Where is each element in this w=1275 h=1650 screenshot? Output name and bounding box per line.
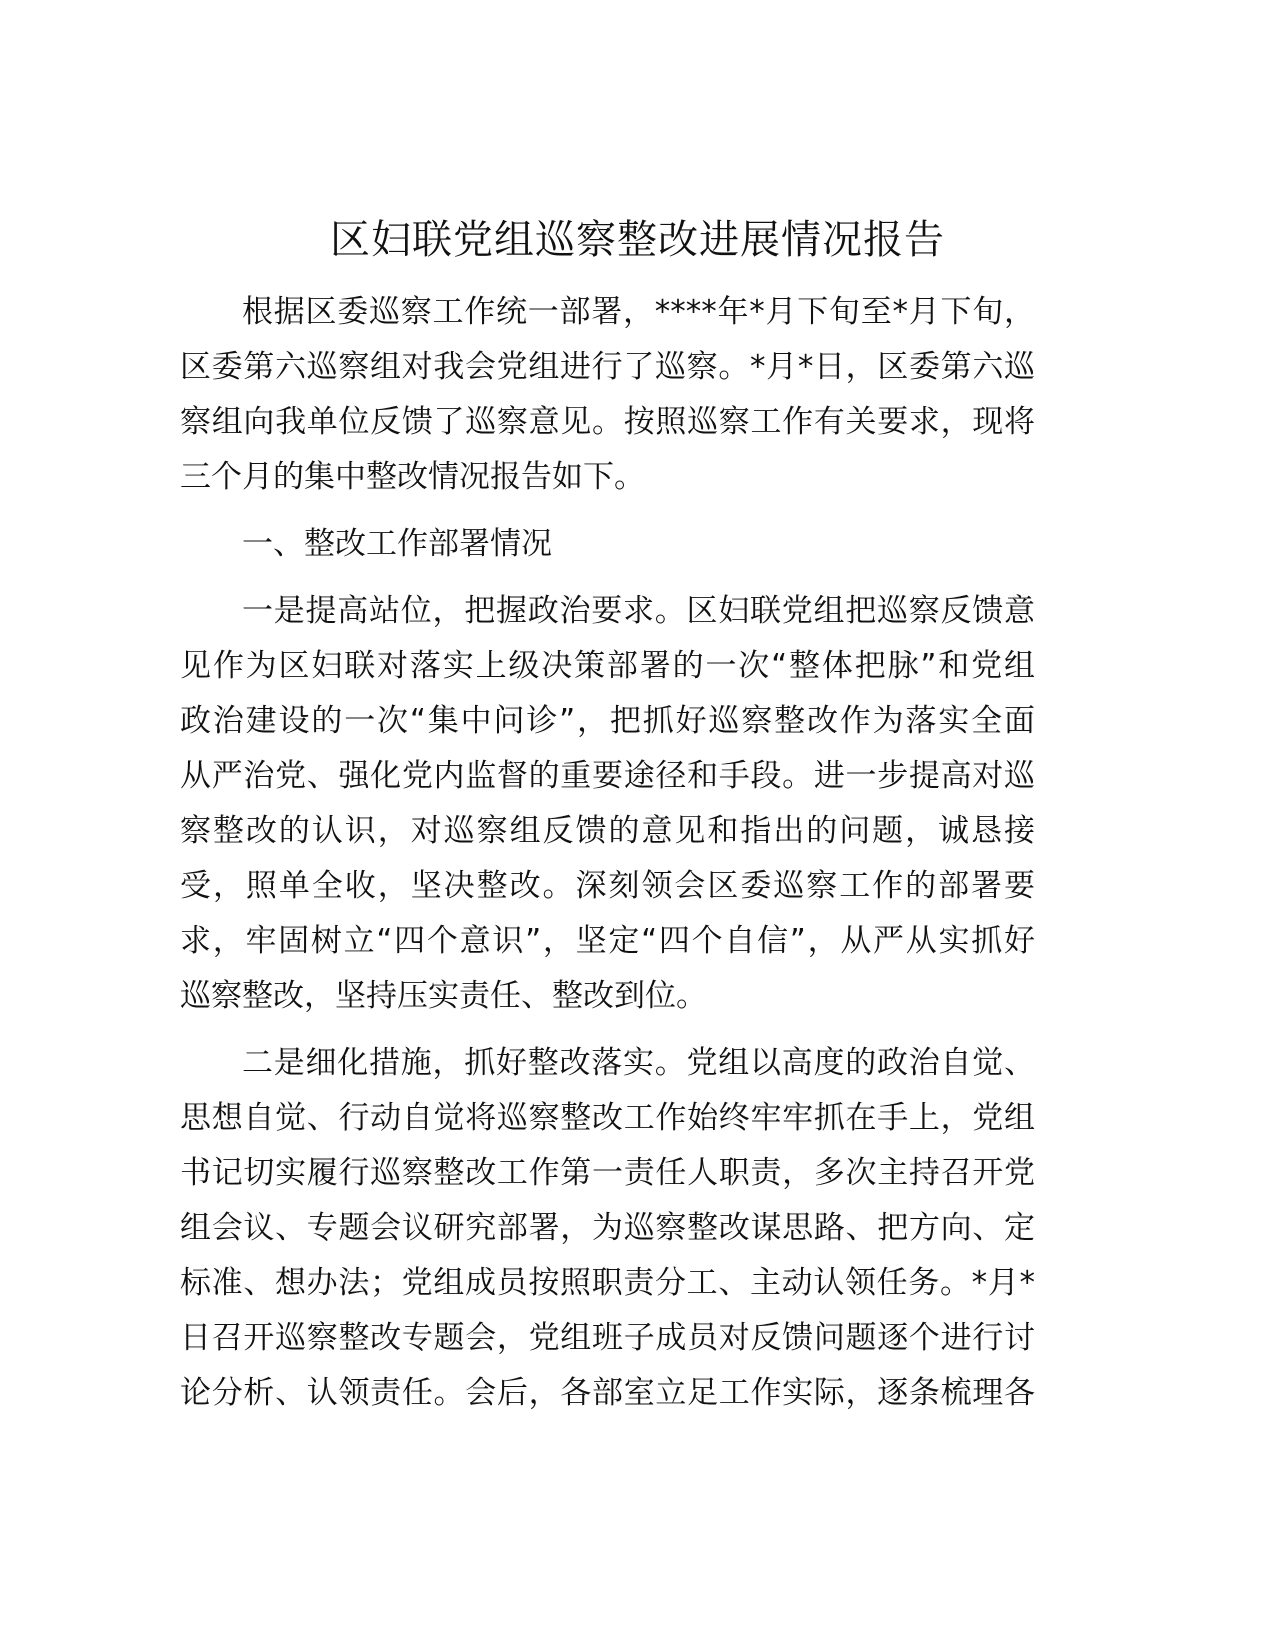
text-line: 论分析、认领责任。会后，各部室立足工作实际，逐条梳理各	[180, 1375, 1035, 1411]
text-line: 察整改的认识，对巡察组反馈的意见和指出的问题，诚恳接	[180, 813, 1035, 849]
paragraph-two	[180, 1036, 1035, 1421]
document-body	[180, 285, 1035, 1433]
text-line: 日召开巡察整改专题会，党组班子成员对反馈问题逐个进行讨	[180, 1320, 1035, 1356]
paragraph-one	[180, 584, 1035, 1024]
text-line: 一是提高站位，把握政治要求。区妇联党组把巡察反馈意	[242, 593, 1035, 629]
text-line: 求，牢固树立“四个意识”，坚定“四个自信”，从严从实抓好	[180, 923, 1035, 959]
text-line: 从严治党、强化党内监督的重要途径和手段。进一步提高对巡	[180, 758, 1035, 794]
text-line: 受，照单全收，坚决整改。深刻领会区委巡察工作的部署要	[180, 868, 1035, 904]
text-line: 标准、想办法；党组成员按照职责分工、主动认领任务。*月*	[180, 1265, 1035, 1301]
document-title: 区妇联党组巡察整改进展情况报告	[330, 217, 945, 263]
text-line: 三个月的集中整改情况报告如下。	[180, 459, 645, 495]
paragraph-intro	[180, 285, 1035, 505]
text-line: 政治建设的一次“集中问诊”，把抓好巡察整改作为落实全面	[180, 703, 1035, 739]
text-line: 见作为区妇联对落实上级决策部署的一次“整体把脉”和党组	[180, 648, 1035, 684]
text-line: 书记切实履行巡察整改工作第一责任人职责，多次主持召开党	[180, 1155, 1035, 1191]
text-line: 思想自觉、行动自觉将巡察整改工作始终牢牢抓在手上，党组	[180, 1100, 1035, 1136]
section-heading: 一、整改工作部署情况	[242, 526, 552, 562]
text-line: 组会议、专题会议研究部署，为巡察整改谋思路、把方向、定	[180, 1210, 1035, 1246]
text-line: 巡察整改，坚持压实责任、整改到位。	[180, 978, 707, 1014]
text-line: 二是细化措施，抓好整改落实。党组以高度的政治自觉、	[242, 1045, 1035, 1081]
text-line: 根据区委巡察工作统一部署，****年*月下旬至*月下旬，	[242, 294, 1035, 330]
text-line: 察组向我单位反馈了巡察意见。按照巡察工作有关要求，现将	[180, 404, 1035, 440]
text-line: 区委第六巡察组对我会党组进行了巡察。*月*日，区委第六巡	[180, 349, 1035, 385]
